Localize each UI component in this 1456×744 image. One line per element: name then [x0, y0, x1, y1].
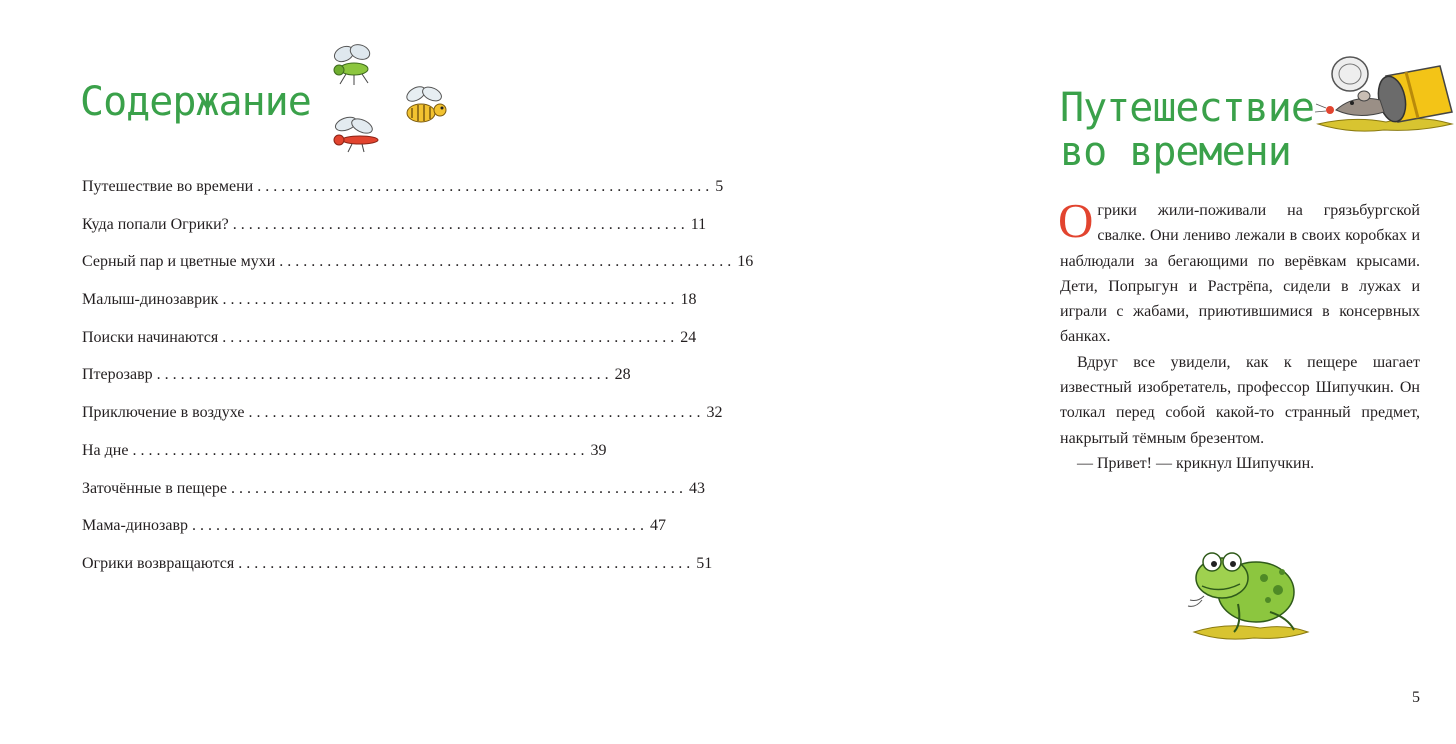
- contents-list: [82, 168, 754, 583]
- contents-entry: [82, 545, 713, 583]
- contents-entry: [82, 319, 697, 357]
- contents-entry-title: Поиски начинаются: [82, 328, 219, 346]
- contents-entry: [82, 470, 705, 508]
- contents-entry-title: Приключение в воздухе: [82, 404, 245, 422]
- contents-entry: [82, 281, 697, 319]
- fly-yellow: [404, 84, 446, 122]
- contents-entry-page: 5: [715, 178, 724, 195]
- chapter-paragraph: [1058, 193, 1420, 350]
- fly-green: [332, 42, 372, 85]
- contents-heading: Содержание: [80, 79, 311, 125]
- contents-entry: [82, 394, 723, 432]
- contents-entry: [82, 432, 607, 470]
- chapter-text: [1058, 193, 1420, 476]
- chapter-page: [500, 0, 1420, 744]
- contents-entry-page: 28: [614, 366, 631, 384]
- contents-entry: [82, 243, 754, 281]
- chapter-heading-line-1: Путешествие: [1060, 85, 1314, 131]
- contents-entry-page: 11: [690, 215, 707, 233]
- contents-entry-page: 32: [706, 404, 723, 422]
- contents-entry-page: 47: [650, 517, 667, 535]
- contents-entry-title: Куда попали Огрики?: [82, 215, 229, 233]
- contents-entry: [82, 507, 667, 545]
- contents-entry: [82, 356, 631, 394]
- contents-entry-page: 43: [688, 479, 705, 497]
- page-number: 5: [1412, 689, 1420, 706]
- contents-entry-title: Птерозавр: [82, 366, 153, 384]
- contents-entry-title: Мама-динозавр: [82, 517, 189, 535]
- frog-illustration: [1176, 548, 1310, 642]
- contents-entry-page: 51: [696, 554, 713, 572]
- chapter-paragraph-text: грики жили-поживали на грязьбургской свалке. Они лениво лежали в своих коробках и наблюдали за бегающими по верёвкам крысами. Дети, Попрыгун и Растрёпа, сидели в лужах и играли с жабами, приютившимися в консервных банках.: [1060, 202, 1420, 346]
- fly-orange: [334, 115, 378, 152]
- contents-entry-title: Малыш-динозаврик: [82, 291, 219, 309]
- contents-entry-page: 18: [680, 291, 697, 309]
- contents-entry-page: 24: [680, 328, 697, 346]
- contents-entry-title: Огрики возвращаются: [82, 554, 235, 572]
- contents-entry-title: На дне: [82, 441, 129, 459]
- chapter-heading: [1060, 86, 1360, 174]
- flies-illustration: [326, 40, 454, 156]
- chapter-paragraph: Вдруг все увидели, как к пещере шагает известный изобретатель, профессор Шипучкин. Он толкал перед собой какой-то странный предмет, накрытый тёмным брезентом.: [1060, 353, 1420, 447]
- contents-entry-page: 16: [737, 253, 754, 271]
- contents-entry-title: Заточённые в пещере: [82, 479, 227, 497]
- contents-entry-title: Серный пар и цветные мухи: [82, 253, 276, 271]
- contents-entry-page: 39: [590, 441, 607, 459]
- contents-entry: [82, 168, 724, 206]
- contents-entry-title: Путешествие во времени: [82, 178, 254, 195]
- chapter-heading-line-2: во времени: [1060, 129, 1291, 175]
- chapter-paragraph: — Привет! — крикнул Шипучкин.: [1077, 454, 1315, 472]
- contents-entry: [82, 206, 707, 244]
- drop-cap: О: [1058, 193, 1094, 248]
